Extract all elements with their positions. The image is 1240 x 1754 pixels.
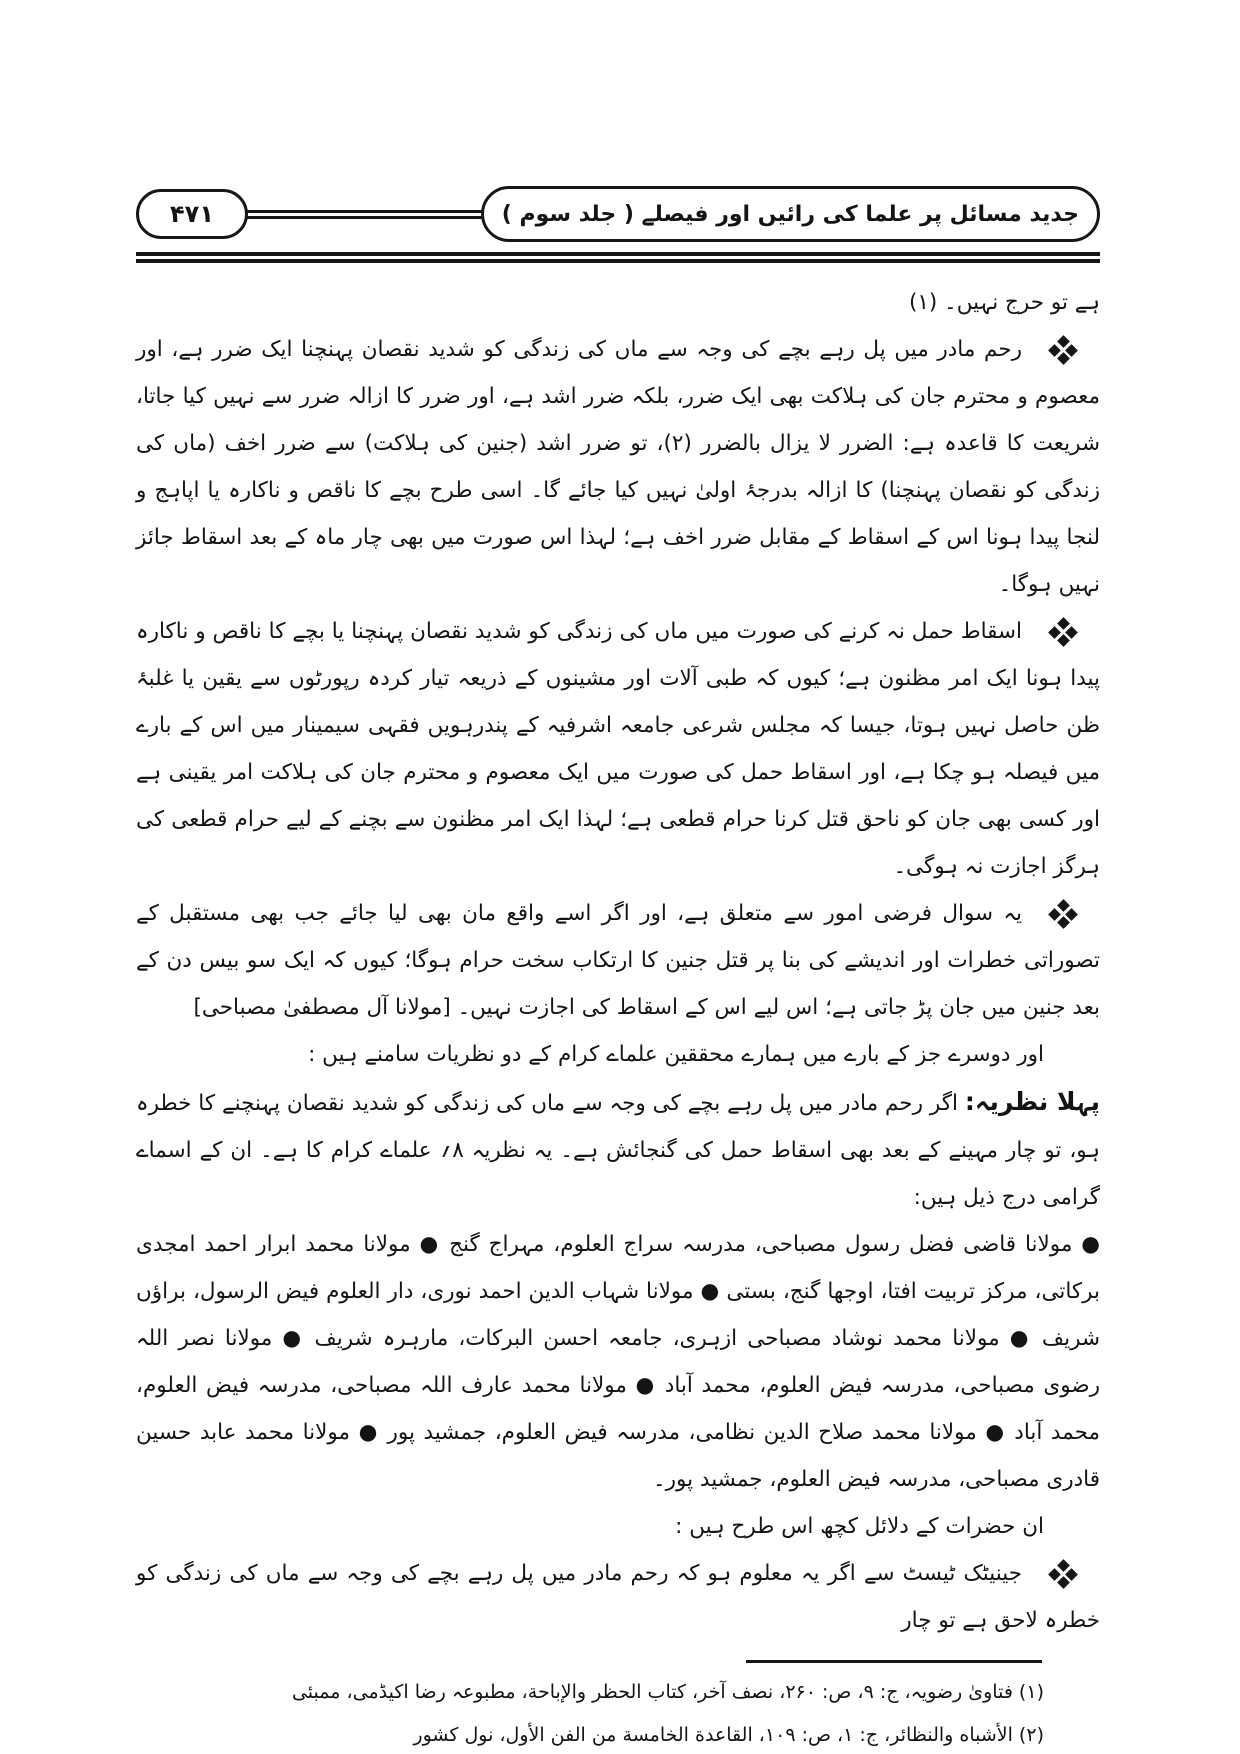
paragraph-text: رحم مادر میں پل رہے بچے کی وجہ سے ماں کی زندگی کو شدید نقصان پہنچنا ایک ضرر ہے، اور معصوم و محترم جان کی ہلاکت بھی ایک ضرر، بلکہ ضرر اشد ہے، اور ضرر کا ازالہ ضرر سے نہیں کیا جاتا، شریعت کا قاعدہ ہے: الضرر لا یزال بالضرر (۲)، تو ضرر اشد (جنین کی ہلاکت) سے ضرر اخف (ماں کی زندگی کو نقصان پہنچنا) کا ازالہ بدرجۂ اولیٰ نہیں کیا جائے گا۔ اسی طرح بچے کا ناقص و ناکارہ یا اپاہج و لنجا پیدا ہونا اس کے اسقاط کے مقابل ضرر اخف ہے؛ لہذا اس صورت میں بھی چار ماہ کے بعد اسقاط جائز نہیں ہوگا۔ <box>136 337 1101 597</box>
footnote: (۲) الأشباه والنظائر، ج: ۱، ص: ۱۰۹، القاعدة الخامسة من الفن الأول، نول کشور <box>413 1724 1044 1746</box>
first-opinion-text: اگر رحم مادر میں پل رہے بچے کی وجہ سے ماں کی زندگی کو شدید نقصان پہنچنے کا خطرہ ہو، تو چار مہینے کے بعد بھی اسقاط حمل کی گنجائش ہے۔ یہ نظریہ ۸؍ علماے کرام کا ہے۔ ان کے اسماے گرامی درج ذیل ہیں: <box>136 1091 1100 1210</box>
bullet-paragraph <box>136 1550 1100 1644</box>
paragraph-text: اسقاط حمل نہ کرنے کی صورت میں ماں کی زندگی کو شدید نقصان پہنچنا یا بچے کا ناقص و ناکارہ پیدا ہونا ایک امر مظنون ہے؛ کیوں کہ طبی آلات اور مشینوں کے ذریعہ تیار کردہ رپورٹوں سے یقین یا غلبۂ ظن حاصل نہیں ہوتا، جیسا کہ مجلس شرعی جامعہ اشرفیہ کے پندرہویں فقہی سیمینار میں اس کے بارے میں فیصلہ ہو چکا ہے، اور اسقاط حمل کی صورت میں ایک معصوم و محترم جان کی ہلاکت امر یقینی ہے اور کسی بھی جان کو ناحق قتل کرنا حرام قطعی ہے؛ لہذا ایک امر مظنون سے بچنے کے لیے حرام قطعی کی ہرگز اجازت نہ ہوگی۔ <box>136 619 1100 879</box>
first-opinion-paragraph <box>136 1078 1100 1221</box>
carryover-line: ہے تو حرج نہیں۔ (۱) <box>908 290 1100 315</box>
first-opinion-heading: پہلا نظریہ: <box>964 1087 1101 1116</box>
book-title-capsule <box>481 186 1100 242</box>
arguments-intro-line: ان حضرات کے دلائل کچھ اس طرح ہیں : <box>675 1514 1044 1539</box>
scholars-list: ● مولانا قاضی فضل رسول مصباحی، مدرسہ سراج العلوم، مہراج گنج ● مولانا محمد ابرار احمد امجدی برکاتی، مرکز تربیت افتا، اوجھا گنج، بستی ● مولانا شہاب الدین احمد نوری، دار العلوم فیض الرسول، براؤں شریف ● مولانا محمد نوشاد مصباحی ازہری، جامعہ احسن البرکات، مارہرہ شریف ● مولانا نصر اللہ رضوی مصباحی، مدرسہ فیض العلوم، محمد آباد ● مولانا محمد عارف اللہ مصباحی، مدرسہ فیض العلوم، محمد آباد ● مولانا محمد صلاح الدین نظامی، مدرسہ فیض العلوم، جمشید پور ● مولانا محمد عابد حسین قادری مصباحی، مدرسہ فیض العلوم، جمشید پور۔ <box>136 1232 1100 1492</box>
body-text <box>136 279 1100 1644</box>
paragraph-text: یہ سوال فرضی امور سے متعلق ہے، اور اگر اسے واقع مان بھی لیا جائے جب بھی مستقبل کے تصوراتی خطرات اور اندیشے کی بنا پر قتل جنین کا ارتکاب سخت حرام ہوگا؛ کیوں کہ ایک سو بیس دن کے بعد جنین میں جان پڑ جاتی ہے؛ اس لیے اس کے اسقاط کی اجازت نہیں۔ [مولانا آل مصطفیٰ مصباحی] <box>136 901 1100 1020</box>
header-double-rule <box>244 210 485 219</box>
paragraph-text: جینیٹک ٹیسٹ سے اگر یہ معلوم ہو کہ رحم مادر میں پل رہے بچے کی وجہ سے ماں کی زندگی کو خطرہ لاحق ہے تو چار <box>136 1561 1100 1633</box>
page-number-capsule <box>136 189 248 239</box>
header-divider-rule <box>136 252 1100 263</box>
four-diamonds-bullet-icon <box>1050 619 1076 645</box>
bullet-paragraph <box>136 608 1100 890</box>
footnotes-section <box>136 1660 1100 1754</box>
page-header <box>136 186 1100 242</box>
four-diamonds-bullet-icon <box>1050 1561 1076 1587</box>
four-diamonds-bullet-icon <box>1050 901 1076 927</box>
footnote-divider-rule <box>746 1660 1042 1663</box>
four-diamonds-bullet-icon <box>1050 337 1076 363</box>
book-title: جدید مسائل پر علما کی رائیں اور فیصلے ( جلد سوم ) <box>501 201 1079 227</box>
transition-line: اور دوسرے جز کے بارے میں ہمارے محققین علماے کرام کے دو نظریات سامنے ہیں : <box>308 1042 1044 1067</box>
bullet-paragraph <box>136 326 1100 608</box>
footnote: (۱) فتاویٰ رضویہ، ج: ۹، ص: ۲۶۰، نصف آخر، کتاب الحظر والإباحة، مطبوعہ رضا اکیڈمی، ممبئی <box>291 1681 1044 1703</box>
page-content <box>136 186 1100 1754</box>
bullet-paragraph <box>136 890 1100 1031</box>
page-number: ۴۷۱ <box>170 200 214 228</box>
